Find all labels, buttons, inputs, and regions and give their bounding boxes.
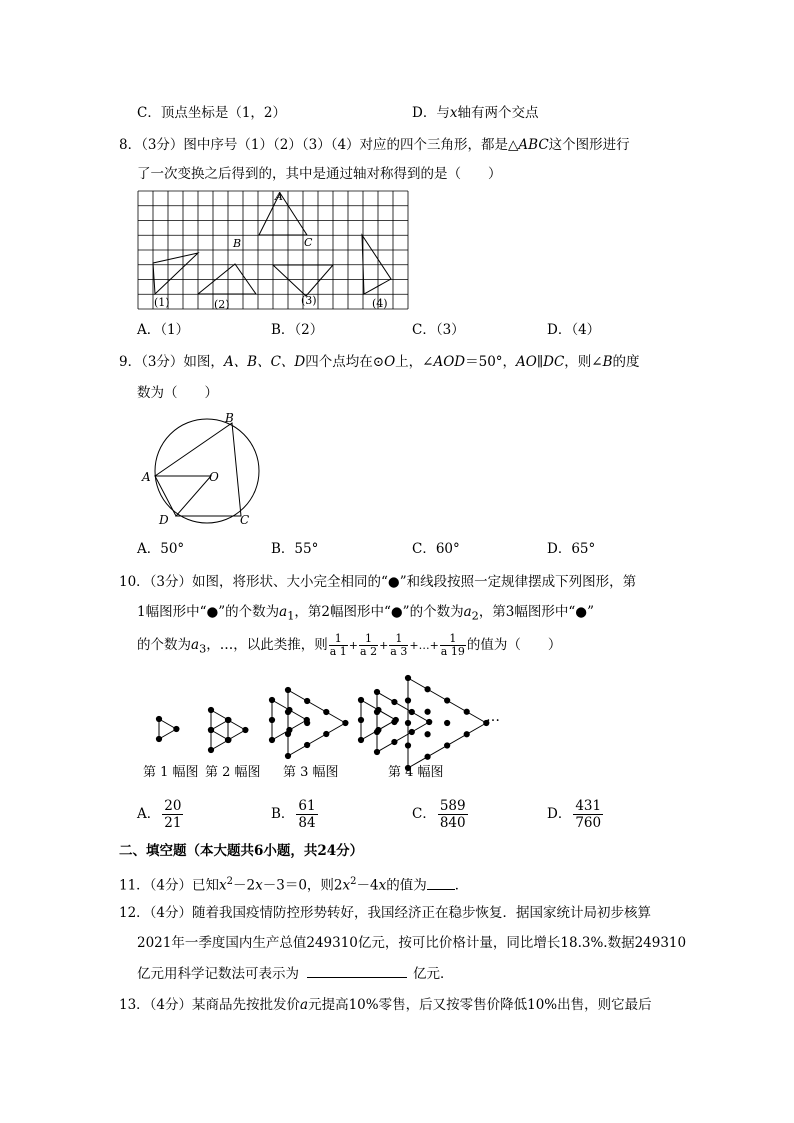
pattern-dot bbox=[445, 720, 450, 725]
pattern-dot bbox=[464, 709, 469, 714]
point-d: D bbox=[159, 513, 169, 527]
fig-label-4: 第 4 幅图 bbox=[388, 765, 444, 780]
pattern-dot bbox=[285, 731, 290, 736]
pattern-dot bbox=[409, 709, 414, 714]
pattern-dot bbox=[324, 731, 329, 736]
pattern-dot bbox=[324, 709, 329, 714]
q9-option-c: C．60° bbox=[412, 541, 460, 557]
q12-stem-line1: 12．（4分）随着我国疫情防控形势转好，我国经济正在稳步恢复．据国家统计局初步核算 bbox=[119, 905, 652, 921]
label-b: B bbox=[233, 237, 242, 250]
pattern-segment bbox=[288, 723, 345, 756]
q12-stem-line3: 亿元用科学记数法可表示为 亿元． bbox=[137, 966, 454, 982]
pattern-dot bbox=[305, 742, 310, 747]
pattern-dot bbox=[427, 719, 432, 724]
pattern-dot bbox=[374, 689, 379, 694]
q8-option-b: B．（2） bbox=[271, 322, 324, 338]
pattern-dot bbox=[208, 707, 213, 712]
pattern-dot bbox=[425, 732, 430, 737]
pattern-dot bbox=[343, 720, 348, 725]
q10-stem-line3: 的个数为$a_3$，…，以此类推，则 $\frac{1}{a 1}$ + $\frac{1}{a 2}$ + $\frac{1}{a 3}$ +…+ $\frac{1}{a 19}$ 的值为（ ） bbox=[137, 632, 562, 658]
pattern-dot bbox=[405, 675, 410, 680]
pattern-dot bbox=[425, 687, 430, 692]
grid-lines bbox=[138, 191, 408, 309]
pattern-dot bbox=[285, 753, 290, 758]
frac-1-a2: $\frac{1}{a 2}$ bbox=[360, 632, 378, 658]
q13-stem-line1: 13．（4分）某商品先按批发价a元提高10%零售，后又按零售价降低10%出售，则它最后 bbox=[119, 997, 652, 1013]
triangle-2 bbox=[198, 264, 256, 294]
q9-circle-figure bbox=[137, 406, 267, 532]
pattern-dot bbox=[392, 739, 397, 744]
fig-label-2: 第 2 幅图 bbox=[205, 765, 261, 780]
q8-option-a: A．（1） bbox=[137, 322, 190, 338]
q10-stem-line2: 1幅图形中“●”的个数为$a_1$，第2幅图形中“●”的个数为$a_2$，第3幅图形中“●” bbox=[137, 604, 594, 623]
pattern-dot bbox=[425, 709, 430, 714]
q7-option-c: C．顶点坐标是（1，2） bbox=[137, 105, 287, 121]
pattern-dot bbox=[445, 698, 450, 703]
pattern-dot bbox=[243, 727, 248, 732]
frac-1-a1: $\frac{1}{a 1}$ bbox=[329, 632, 347, 658]
pattern-dot bbox=[374, 749, 379, 754]
pattern-dot bbox=[208, 727, 213, 732]
fig-label-3: 第 3 幅图 bbox=[283, 765, 339, 780]
q10-stem-line1: 10．（3分）如图，将形状、大小完全相同的“●”和线段按照一定规律摆成下列图形，第 bbox=[119, 574, 637, 590]
pattern-dot bbox=[374, 729, 379, 734]
point-b: B bbox=[225, 411, 234, 425]
pattern-segment bbox=[377, 692, 429, 722]
pattern-dot bbox=[225, 737, 230, 742]
q11-answer-blank[interactable] bbox=[427, 877, 455, 890]
pattern-dot bbox=[405, 743, 410, 748]
q8-option-c: C．（3） bbox=[412, 322, 465, 338]
point-c: C bbox=[240, 513, 250, 527]
fig-label-1: 第 1 幅图 bbox=[143, 765, 199, 780]
q9-option-b: B．55° bbox=[271, 541, 319, 557]
q10-option-a: A． $\frac{20}{21}$ bbox=[137, 798, 182, 831]
pattern-dot bbox=[409, 729, 414, 734]
q12-stem-line2: 2021年一季度国内生产总值249310亿元，按可比价格计量，同比增长18.3%.数据249310 bbox=[137, 935, 687, 951]
label-2: (2) bbox=[214, 298, 230, 311]
pattern-dot bbox=[425, 754, 430, 759]
pattern-dot bbox=[374, 709, 379, 714]
label-4: (4) bbox=[372, 297, 388, 310]
pattern-dot bbox=[464, 732, 469, 737]
circle-o bbox=[155, 419, 259, 523]
q9-option-d: D．65° bbox=[547, 541, 596, 557]
q11-stem: 11．（4分）已知$x^2-2x-3=0$，则$2x^2-4x$的值为 ． bbox=[119, 876, 469, 894]
pattern-dot bbox=[392, 719, 397, 724]
q9-stem-line1: 9．（3分）如图，A、B、C、D四个点均在⊙O上，∠AOD＝50°，AO∥DC，则∠B的度 bbox=[119, 354, 640, 370]
pattern-dot bbox=[405, 698, 410, 703]
pattern-dot bbox=[208, 747, 213, 752]
q8-stem-line1: 8．（3分）图中序号（1）（2）（3）（4）对应的四个三角形，都是△ABC这个图形进行 bbox=[119, 137, 630, 153]
pattern-dot bbox=[285, 709, 290, 714]
pattern-dot bbox=[156, 716, 161, 721]
pattern-dot bbox=[392, 699, 397, 704]
q8-grid-figure bbox=[137, 190, 409, 312]
pattern-dot bbox=[174, 726, 179, 731]
pattern-dot bbox=[285, 687, 290, 692]
triangle-abc bbox=[259, 193, 307, 235]
label-1: (1) bbox=[154, 296, 170, 309]
frac-1-a19: $\frac{1}{a 19}$ bbox=[440, 632, 465, 658]
q10-option-d: D． $\frac{431}{760}$ bbox=[547, 798, 602, 831]
q10-option-b: B． $\frac{61}{84}$ bbox=[271, 798, 316, 831]
pattern-dot bbox=[405, 720, 410, 725]
q9-option-a: A．50° bbox=[137, 541, 185, 557]
q12-answer-blank[interactable] bbox=[307, 965, 407, 978]
q9-stem-line2: 数为（ ） bbox=[137, 385, 218, 401]
q7-option-d: D．与x轴有两个交点 bbox=[412, 105, 539, 121]
pattern-dot bbox=[305, 698, 310, 703]
frac-1-a3: $\frac{1}{a 3}$ bbox=[390, 632, 408, 658]
q10-option-c: C． $\frac{589}{840}$ bbox=[412, 798, 466, 831]
label-c: C bbox=[304, 236, 313, 249]
ellipsis: … bbox=[486, 709, 500, 725]
q8-option-d: D．（4） bbox=[547, 322, 601, 338]
point-o: O bbox=[209, 470, 219, 484]
pattern-segment bbox=[288, 690, 345, 723]
triangle-1 bbox=[153, 253, 198, 294]
pattern-dot bbox=[445, 743, 450, 748]
pattern-dot bbox=[225, 717, 230, 722]
q8-stem-line2: 了一次变换之后得到的，其中是通过轴对称得到的是（ ） bbox=[137, 166, 502, 182]
q10-dot-pattern-figure bbox=[143, 678, 510, 788]
pattern-dot bbox=[305, 720, 310, 725]
section-2-heading: 二、填空题（本大题共6小题，共24分） bbox=[119, 843, 364, 859]
label-3: (3) bbox=[301, 294, 317, 307]
point-a: A bbox=[142, 470, 151, 484]
pattern-dot bbox=[156, 736, 161, 741]
label-a: A bbox=[275, 190, 283, 203]
